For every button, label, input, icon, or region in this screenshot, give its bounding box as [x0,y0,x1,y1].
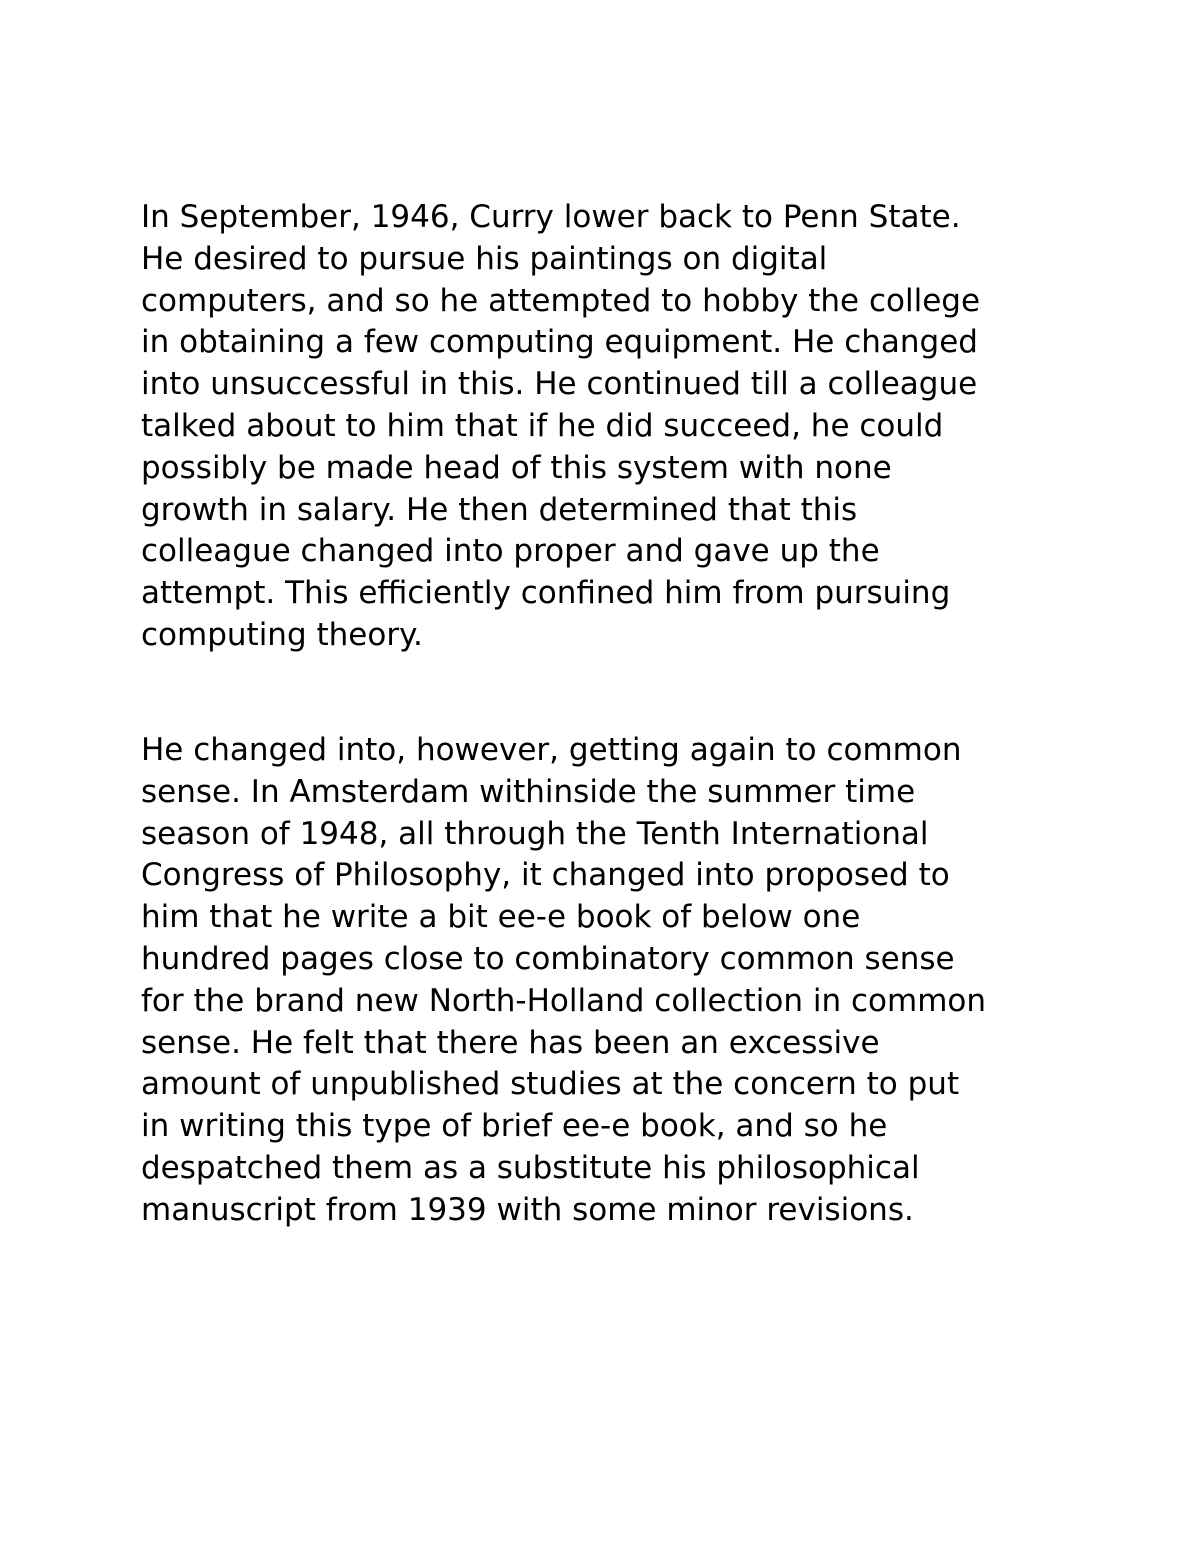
paragraph-line: season of 1948, all through the Tenth International [141,815,929,852]
paragraph-line: sense. In Amsterdam withinside the summer time [141,773,916,810]
paragraph-line: amount of unpublished studies at the concern to put [141,1066,960,1103]
paragraph-line: Congress of Philosophy, it changed into proposed to [141,857,950,894]
paragraph-line: computing theory. [141,616,423,653]
paragraph-line: growth in salary. He then determined that this [141,491,858,528]
paragraph-line: He desired to pursue his paintings on digital [141,240,828,277]
paragraph-1 [141,197,1071,657]
paragraph-2 [141,730,1071,1232]
paragraph-line: into unsuccessful in this. He continued till a colleague [141,366,978,403]
paragraph-line: for the brand new North-Holland collection in common [141,982,987,1019]
paragraph-line: possibly be made head of this system with none [141,449,892,486]
paragraph-line: colleague changed into proper and gave up the [141,533,880,570]
paragraph-line: In September, 1946, Curry lower back to Penn State. [141,199,961,235]
paragraph-line: in obtaining a few computing equipment. He changed [141,324,978,361]
paragraph-line: hundred pages close to combinatory common sense [141,940,955,977]
paragraph-line: computers, and so he attempted to hobby the college [141,282,981,319]
paragraph-line: attempt. This efficiently confined him from pursuing [141,575,951,612]
paragraph-line: He changed into, however, getting again to common [141,732,962,768]
paragraph-line: in writing this type of brief ee-e book, and so he [141,1108,888,1145]
paragraph-line: him that he write a bit ee-e book of below one [141,899,861,936]
paragraph-line: sense. He felt that there has been an excessive [141,1024,880,1061]
paragraph-line: manuscript from 1939 with some minor revisions. [141,1191,914,1228]
paragraph-line: despatched them as a substitute his philosophical [141,1149,920,1186]
paragraph-line: talked about to him that if he did succeed, he could [141,407,944,444]
